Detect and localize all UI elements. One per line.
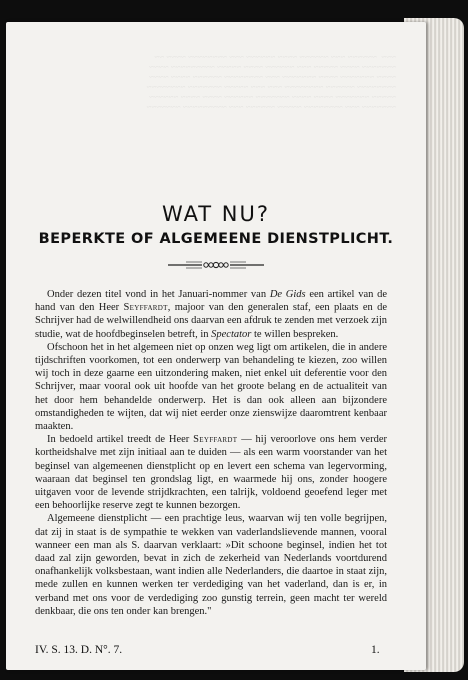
text-run: een artikel van de hand van den Heer — [35, 289, 387, 314]
text-run: Algemeene dienstplicht — een prachtige leus, waarvan wij ten volle begrijpen, dat zij in staat is de sympathie te wekken van vaderlandslievende mannen, vooral wanneer een man als S. daarvan verklaart: »Dit schoone beginsel, indien het tot daad zal zijn geworden, bevat in zich de zekerheid van Nederlands voortdurend onafhankelijk volksbestaan, want indien alle Nederlanders, die daartoe in staat zijn, mede zullen en kunnen werken ter verdediging van het vaderland, dan is er, in verband met ons voor de verdediging zoo gunstig terrein, geen macht ter wereld denkbaar, die ons ten onder kan brengen." — [35, 513, 387, 617]
text-run: te willen bespreken. — [251, 328, 339, 340]
text-run: In bedoeld artikel treedt de Heer — [47, 434, 194, 446]
smallcaps-name: Seyffardt — [193, 434, 238, 446]
smallcaps-name: Seyffardt — [123, 302, 168, 314]
article-body — [35, 288, 387, 618]
page-number: 1. — [371, 644, 380, 656]
text-run: , majoor van den generalen staf, een plaats en de Schrijver had de welwillendheid ons daarvan een afdruk te zenden met verzoek zijn studie, wat de hoofdbeginselen betreft, in — [35, 302, 387, 340]
paragraph — [35, 433, 387, 512]
article-subtitle: BEPERKTE OF ALGEMEENE DIENSTPLICHT. — [38, 231, 394, 247]
italic-text: De Gids — [269, 289, 306, 300]
text-run: Ofschoon het in het algemeen niet op onzen weg ligt om artikelen, die in andere tijdschriften voorkomen, tot een onderwerp van behandeling te kiezen, zoo willen wij toch in deze gaarne een uitzondering maken, niet enkel uit deferentie voor den Schrijver, maar vooral ook uit hoofde van het groote belang en de actualiteit van het door hem behandelde onderwerp. Het is dan ook alleen aan bijzondere omstandigheden te wijten, dat wij niet eerder onze zienswijze daaromtrent kenbaar maakten. — [35, 341, 387, 433]
ornament-divider — [166, 258, 266, 272]
article-title: WAT NU? — [161, 202, 271, 226]
signature-mark: IV. S. 13. D. N°. 7. — [35, 644, 123, 656]
book — [6, 12, 458, 674]
paragraph — [35, 512, 387, 618]
paragraph — [35, 288, 387, 341]
page — [6, 22, 426, 670]
italic-text: Spectator — [211, 328, 252, 340]
show-through-text: ~~~ ~~~~~~ ~~~ ~~~~~~ ~~~~ ~~~~~~ ~~~ ~~~~~~~~ ~~~~ ~~ ~~~~~~~ ~~~~ ~~~~~ ~~~ ~~~~~~ ~~~~ ~~~~~ ~~~~~~~~~ ~~~~ ~~~~ ~~~~~~~ ~~~~ ~~~~~~~ ~~~ ~~~~~~~~ ~~~~~~ ~~~~ ~~~~ ~~~~~~~~ ~~~~~~ ~~~~~~~~ ~~~ ~~~ ~~~~~ ~~~~~~~ ~~~~~~~~ ~~~~~ ~~~~~~~ ~~~~ ~~~~ ~~~~~~~ ~~~~~~ ~~~~ ~~~~ ~~~~~~ ~~~~~~~ ~~~ ~~~~~~~~ ~~~~~ ~~~~~~ ~~~ ~~~~~~~~~ ~~~~~~~ — [146, 52, 396, 112]
text-run: Onder dezen titel vond in het Januari-nommer van — [47, 289, 270, 300]
paragraph — [35, 341, 387, 433]
text-run: — hij veroorlove ons hem verder kortheidshalve met zijn initiaal aan te duiden — als een warm voorstander van het beginsel van algemeenen dienstplicht op en levert een schema van legervorming, waaraan dat beginsel ten grondslag ligt, en waarmede hij ons, zonder hoogere uitgaven voor de levende strijdkrachten, een talrijk, voldoend geoefend leger met een behoorlijke reserve zegt te kunnen bezorgen. — [35, 434, 387, 512]
